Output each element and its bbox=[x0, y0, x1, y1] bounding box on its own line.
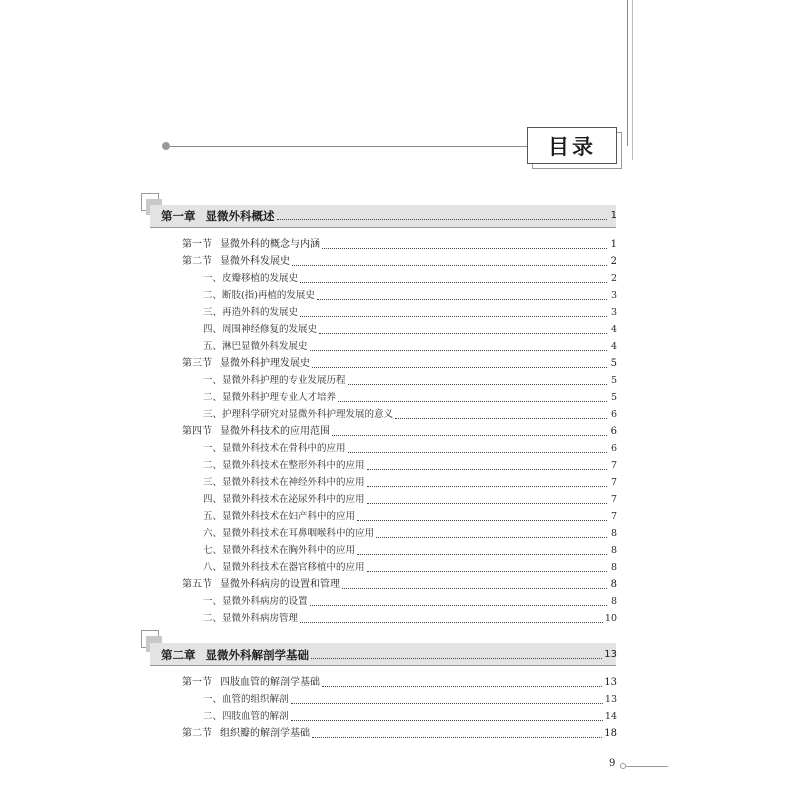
subsection-title: 四、周围神经修复的发展史 bbox=[203, 324, 318, 335]
section-number: 第一节 bbox=[182, 239, 212, 250]
page-ref: 6 bbox=[610, 409, 617, 420]
section-number: 第二节 bbox=[182, 728, 212, 739]
leader-dots bbox=[277, 218, 608, 220]
decorative-horizontal-line bbox=[170, 146, 528, 147]
subsection-title: 二、显微外科病房管理 bbox=[203, 613, 299, 624]
section-title: 组织瓣的解剖学基础 bbox=[220, 728, 310, 739]
footer-line bbox=[626, 766, 668, 767]
section-number: 第一节 bbox=[182, 677, 212, 688]
chapter-number: 第二章 bbox=[161, 648, 196, 662]
toc-subsection-row[interactable] bbox=[203, 323, 617, 336]
page-ref: 13 bbox=[604, 694, 617, 705]
page-ref: 1 bbox=[610, 210, 617, 221]
page-ref: 2 bbox=[610, 256, 617, 267]
leader-dots bbox=[322, 685, 602, 687]
page-ref: 7 bbox=[610, 494, 617, 505]
subsection-title: 三、显微外科技术在神经外科中的应用 bbox=[203, 477, 365, 488]
toc-subsection-row[interactable] bbox=[203, 710, 617, 723]
toc-subsection-row[interactable] bbox=[203, 391, 617, 404]
toc-subsection-row[interactable] bbox=[203, 510, 617, 523]
subsection-title: 一、显微外科护理的专业发展历程 bbox=[203, 375, 346, 386]
toc-subsection-row[interactable] bbox=[203, 272, 617, 285]
leader-dots bbox=[395, 417, 607, 419]
leader-dots bbox=[292, 264, 607, 266]
toc-subsection-row[interactable] bbox=[203, 527, 617, 540]
toc-section-row[interactable] bbox=[182, 255, 617, 268]
leader-dots bbox=[348, 383, 607, 385]
page-ref: 10 bbox=[604, 613, 617, 624]
toc-subsection-row[interactable] bbox=[203, 306, 617, 319]
subsection-title: 二、显微外科技术在整形外科中的应用 bbox=[203, 460, 365, 471]
leader-dots bbox=[357, 519, 607, 521]
page-ref: 13 bbox=[604, 677, 617, 688]
toc-subsection-row[interactable] bbox=[203, 442, 617, 455]
page-title: 目录 bbox=[527, 127, 617, 164]
subsection-title: 一、显微外科病房的设置 bbox=[203, 596, 308, 607]
toc-subsection-row[interactable] bbox=[203, 459, 617, 472]
toc-section-row[interactable] bbox=[182, 425, 617, 438]
chapter-title: 显微外科概述 bbox=[205, 209, 275, 223]
leader-dots bbox=[319, 332, 607, 334]
toc-subsection-row[interactable] bbox=[203, 595, 617, 608]
subsection-title: 五、显微外科技术在妇产科中的应用 bbox=[203, 511, 356, 522]
decorative-vertical-line-outer bbox=[632, 0, 633, 160]
leader-dots bbox=[291, 719, 603, 721]
decorative-dot bbox=[162, 142, 170, 150]
subsection-title: 二、四肢血管的解剖 bbox=[203, 711, 289, 722]
decorative-vertical-line bbox=[627, 0, 628, 146]
subsection-title: 二、显微外科护理专业人才培养 bbox=[203, 392, 337, 403]
subsection-title: 二、断肢(指)再植的发展史 bbox=[203, 290, 315, 301]
page-ref: 1 bbox=[610, 239, 617, 250]
leader-dots bbox=[311, 657, 602, 659]
page-ref: 7 bbox=[610, 511, 617, 522]
section-title: 四肢血管的解剖学基础 bbox=[220, 677, 320, 688]
page-ref: 8 bbox=[610, 545, 617, 556]
section-number: 第三节 bbox=[182, 358, 212, 369]
toc-subsection-row[interactable] bbox=[203, 374, 617, 387]
leader-dots bbox=[310, 604, 607, 606]
toc-section-row[interactable] bbox=[182, 357, 617, 370]
subsection-title: 八、显微外科技术在器官移植中的应用 bbox=[203, 562, 365, 573]
toc-subsection-row[interactable] bbox=[203, 561, 617, 574]
leader-dots bbox=[300, 621, 603, 623]
leader-dots bbox=[300, 315, 607, 317]
toc-section-row[interactable] bbox=[182, 238, 617, 251]
leader-dots bbox=[312, 736, 602, 738]
leader-dots bbox=[312, 366, 607, 368]
chapter-number: 第一章 bbox=[161, 209, 196, 223]
leader-dots bbox=[348, 451, 607, 453]
leader-dots bbox=[367, 502, 607, 504]
section-title: 显微外科发展史 bbox=[220, 256, 290, 267]
page-ref: 13 bbox=[604, 649, 617, 660]
section-number: 第五节 bbox=[182, 579, 212, 590]
leader-dots bbox=[367, 570, 607, 572]
page-ref: 5 bbox=[610, 375, 617, 386]
subsection-title: 五、淋巴显微外科发展史 bbox=[203, 341, 308, 352]
leader-dots bbox=[300, 281, 607, 283]
leader-dots bbox=[291, 702, 603, 704]
page-ref: 8 bbox=[610, 562, 617, 573]
subsection-title: 三、再造外科的发展史 bbox=[203, 307, 299, 318]
toc-subsection-row[interactable] bbox=[203, 289, 617, 302]
toc-subsection-row[interactable] bbox=[203, 612, 617, 625]
leader-dots bbox=[367, 485, 607, 487]
page-ref: 3 bbox=[610, 290, 617, 301]
toc-section-row[interactable] bbox=[182, 578, 617, 591]
page-ref: 8 bbox=[610, 528, 617, 539]
page-ref: 5 bbox=[610, 358, 617, 369]
page-ref: 7 bbox=[610, 460, 617, 471]
page-ref: 6 bbox=[610, 443, 617, 454]
page-ref: 5 bbox=[610, 392, 617, 403]
toc-subsection-row[interactable] bbox=[203, 408, 617, 421]
toc-subsection-row[interactable] bbox=[203, 693, 617, 706]
subsection-title: 四、显微外科技术在泌尿外科中的应用 bbox=[203, 494, 365, 505]
page-ref: 8 bbox=[610, 579, 617, 590]
chapter-title: 显微外科解剖学基础 bbox=[205, 648, 309, 662]
subsection-title: 一、血管的组织解剖 bbox=[203, 694, 289, 705]
leader-dots bbox=[317, 298, 607, 300]
section-number: 第四节 bbox=[182, 426, 212, 437]
page-ref: 4 bbox=[610, 324, 617, 335]
leader-dots bbox=[332, 434, 607, 436]
page-ref: 3 bbox=[610, 307, 617, 318]
toc-subsection-row[interactable] bbox=[203, 340, 617, 353]
leader-dots bbox=[376, 536, 607, 538]
section-title: 显微外科的概念与内涵 bbox=[220, 239, 320, 250]
toc-section-row[interactable] bbox=[182, 676, 617, 689]
leader-dots bbox=[310, 349, 607, 351]
section-number: 第二节 bbox=[182, 256, 212, 267]
subsection-title: 三、护理科学研究对显微外科护理发展的意义 bbox=[203, 409, 394, 420]
subsection-title: 六、显微外科技术在耳鼻咽喉科中的应用 bbox=[203, 528, 375, 539]
toc-subsection-row[interactable] bbox=[203, 544, 617, 557]
page-ref: 14 bbox=[604, 711, 617, 722]
page-number: 9 bbox=[609, 758, 616, 769]
page-ref: 18 bbox=[604, 728, 617, 739]
leader-dots bbox=[357, 553, 607, 555]
leader-dots bbox=[367, 468, 607, 470]
toc-section-row[interactable] bbox=[182, 727, 617, 740]
leader-dots bbox=[338, 400, 607, 402]
page-ref: 7 bbox=[610, 477, 617, 488]
page-ref: 2 bbox=[610, 273, 617, 284]
leader-dots bbox=[322, 247, 607, 249]
section-title: 显微外科技术的应用范围 bbox=[220, 426, 330, 437]
toc-subsection-row[interactable] bbox=[203, 476, 617, 489]
section-title: 显微外科病房的设置和管理 bbox=[220, 579, 340, 590]
page-ref: 8 bbox=[610, 596, 617, 607]
leader-dots bbox=[342, 587, 607, 589]
page-ref: 6 bbox=[610, 426, 617, 437]
subsection-title: 七、显微外科技术在胸外科中的应用 bbox=[203, 545, 356, 556]
page-ref: 4 bbox=[610, 341, 617, 352]
section-title: 显微外科护理发展史 bbox=[220, 358, 310, 369]
toc-subsection-row[interactable] bbox=[203, 493, 617, 506]
subsection-title: 一、显微外科技术在骨科中的应用 bbox=[203, 443, 346, 454]
toc-chapter-row[interactable] bbox=[161, 209, 617, 222]
toc-chapter-row[interactable] bbox=[161, 648, 617, 661]
subsection-title: 一、皮瓣移植的发展史 bbox=[203, 273, 299, 284]
